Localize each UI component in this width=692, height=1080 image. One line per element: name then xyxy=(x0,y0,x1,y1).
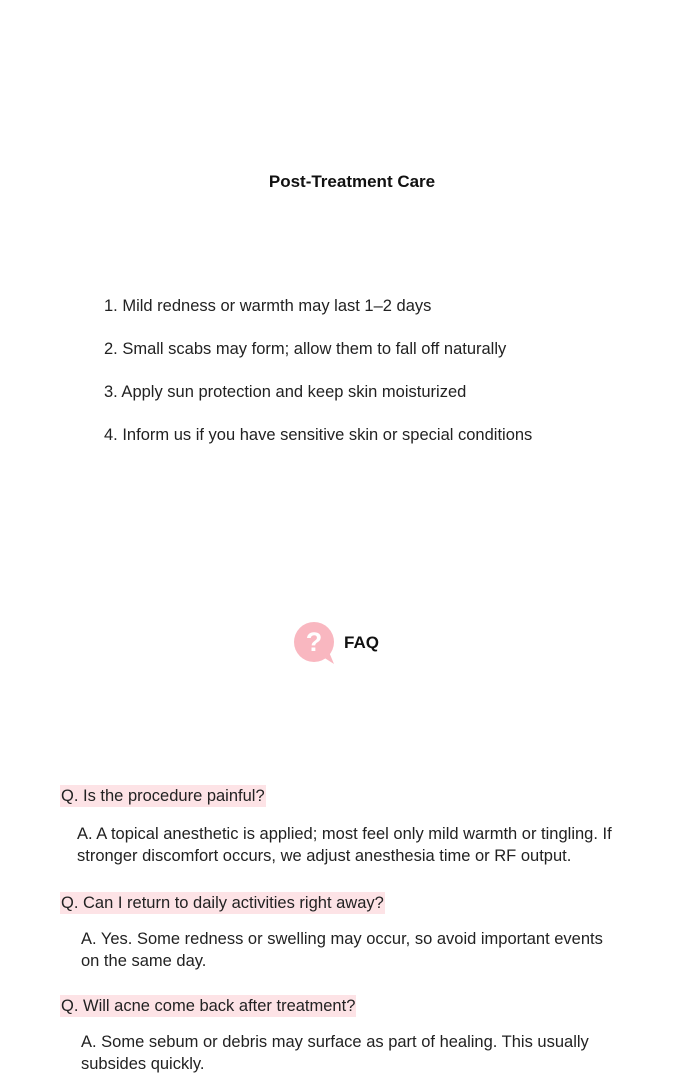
care-item: 1. Mild redness or warmth may last 1–2 days xyxy=(104,297,432,315)
faq-item xyxy=(60,995,660,1075)
care-item: 3. Apply sun protection and keep skin moisturized xyxy=(104,383,467,401)
svg-text:?: ? xyxy=(305,627,323,657)
faq-header xyxy=(293,621,379,665)
care-section-title: Post-Treatment Care xyxy=(268,172,436,192)
faq-item xyxy=(60,892,660,972)
faq-title: FAQ xyxy=(344,633,379,652)
faq-item xyxy=(60,785,660,867)
question-bubble-icon xyxy=(293,621,337,665)
faq-question: Q. Can I return to daily activities right away? xyxy=(61,894,384,912)
care-item: 2. Small scabs may form; allow them to fall off naturally xyxy=(104,340,507,358)
faq-question: Q. Is the procedure painful? xyxy=(61,787,265,805)
faq-answer: A. Some sebum or debris may surface as part of healing. This usually subsides quickly. xyxy=(81,1033,589,1073)
faq-question: Q. Will acne come back after treatment? xyxy=(61,997,356,1015)
care-item: 4. Inform us if you have sensitive skin or special conditions xyxy=(104,426,533,444)
faq-answer: A. A topical anesthetic is applied; most feel only mild warmth or tingling. If stronger discomfort occurs, we adjust anesthesia time or RF output. xyxy=(77,825,612,865)
faq-answer: A. Yes. Some redness or swelling may occur, so avoid important events on the same day. xyxy=(81,930,603,970)
care-instructions-list xyxy=(104,294,532,466)
